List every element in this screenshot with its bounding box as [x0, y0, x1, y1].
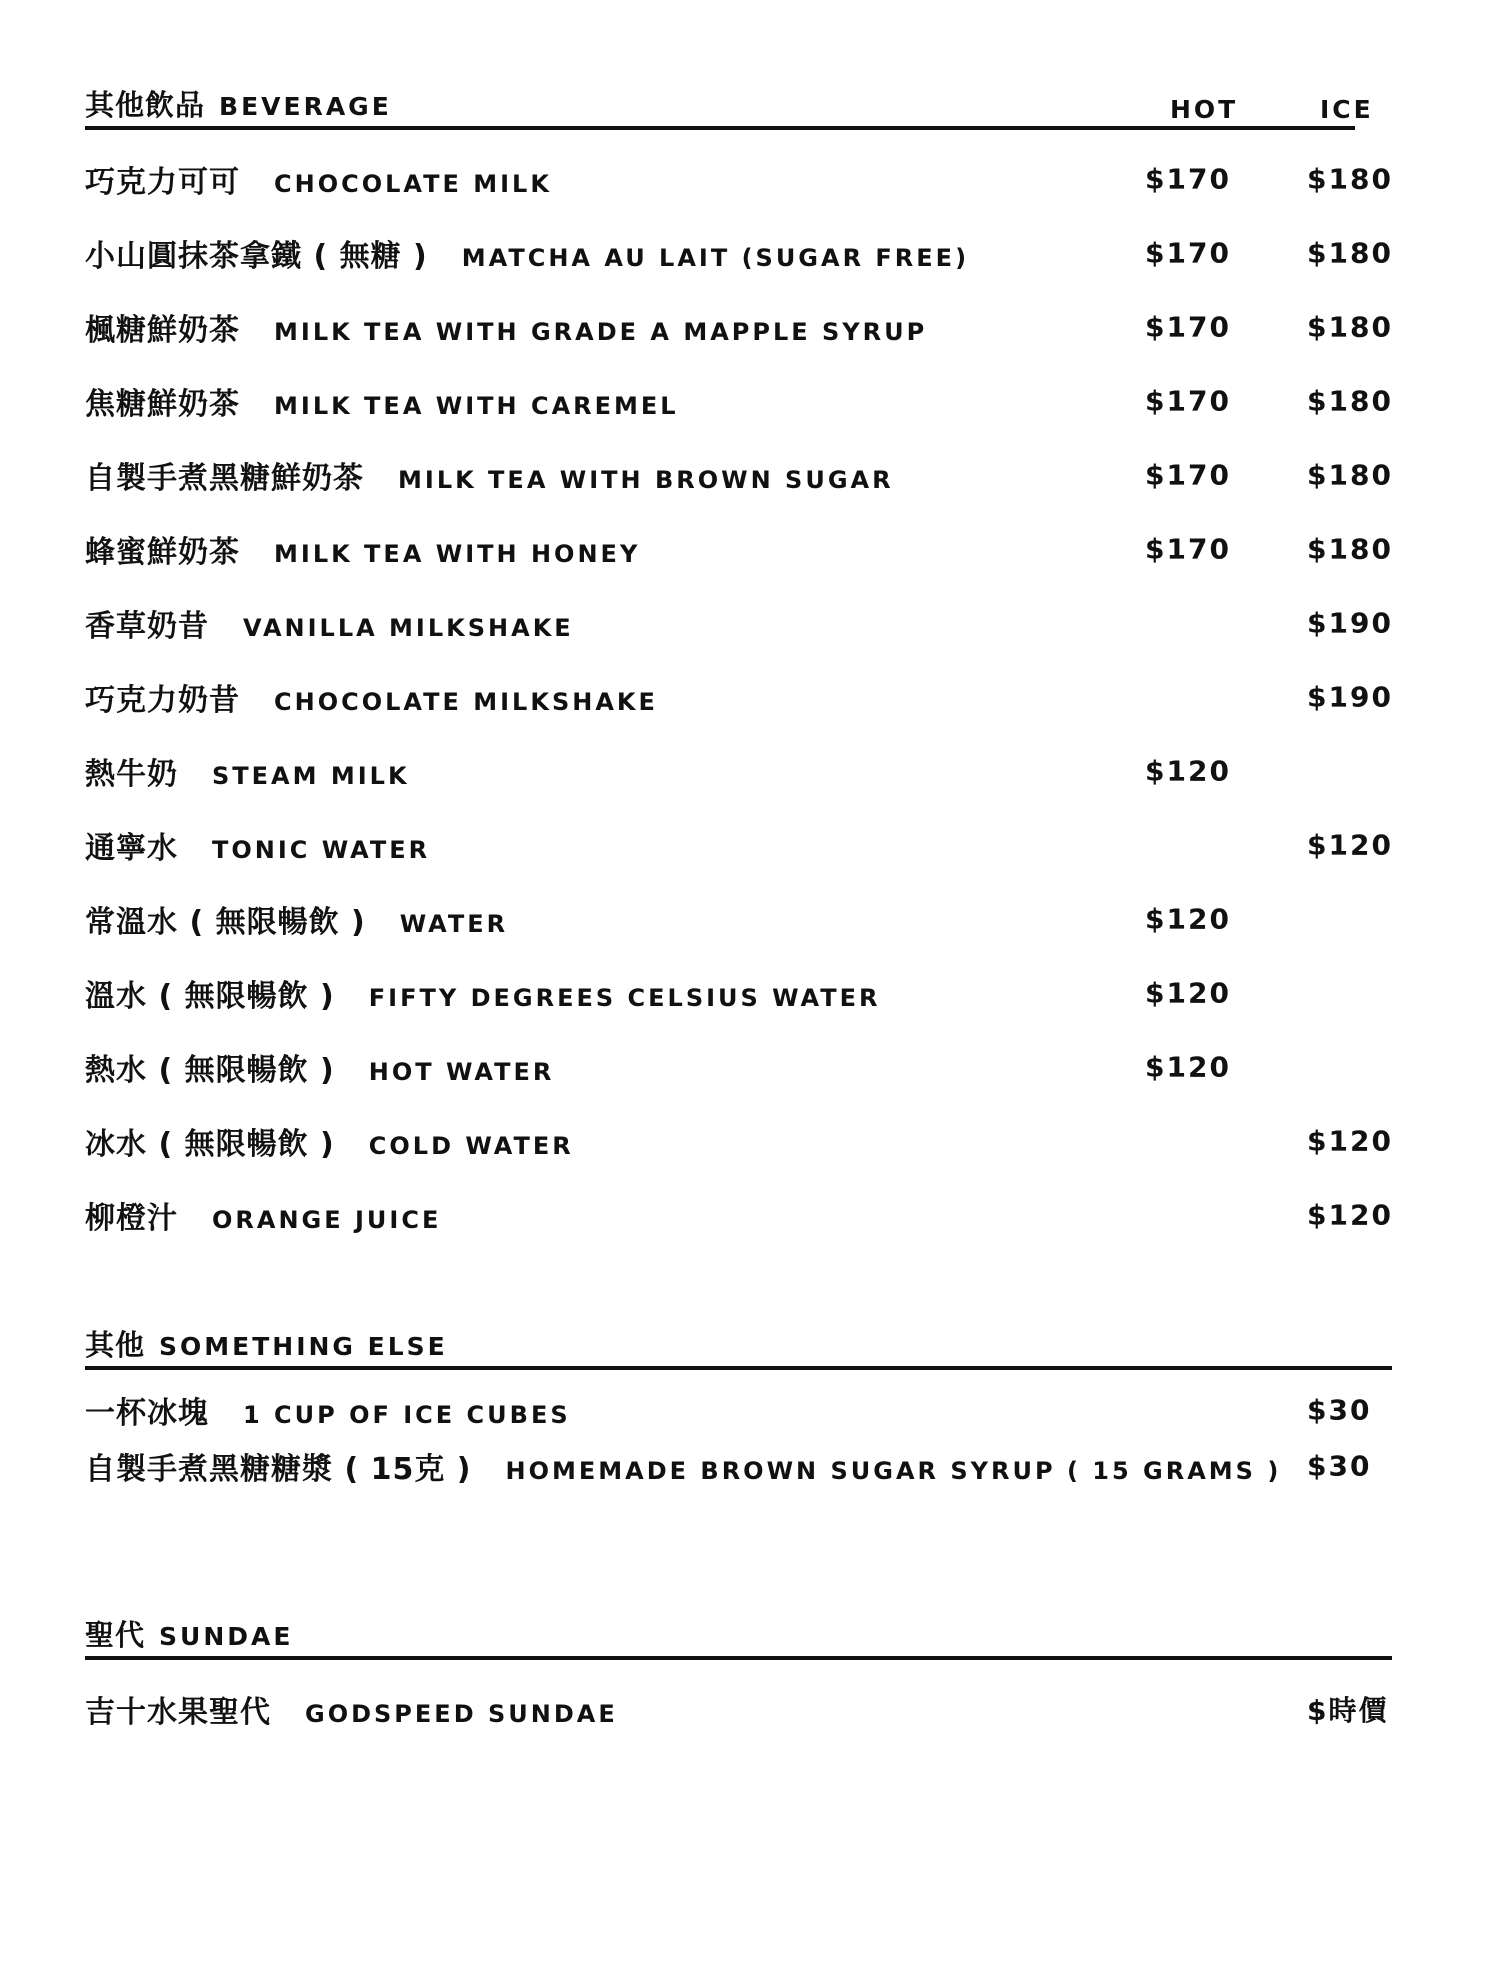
beverage-section [85, 80, 1393, 1252]
item-name-en: GODSPEED SUNDAE [305, 1700, 618, 1728]
something-else-header [85, 1320, 1392, 1370]
ice-price: $120 [1307, 1124, 1393, 1158]
item-name-zh: 自製手煮黑糖鮮奶茶 [85, 461, 364, 496]
ice-price: $180 [1307, 384, 1393, 418]
section-title-en: BEVERAGE [219, 92, 392, 121]
item-price: $30 [1307, 1393, 1372, 1427]
menu-item [85, 808, 1393, 882]
hot-price: $120 [1145, 976, 1231, 1010]
section-title [85, 1323, 448, 1364]
menu-item [85, 1030, 1355, 1104]
item-name-en: WATER [399, 910, 509, 938]
item-name-zh: 溫水 ( 無限暢飲 ) [85, 979, 335, 1014]
sundae-section [85, 1610, 1392, 1746]
section-title [85, 83, 392, 124]
item-name-en: VANILLA MILKSHAKE [243, 614, 574, 642]
item-name-en: STEAM MILK [212, 762, 410, 790]
sundae-header [85, 1610, 1392, 1660]
item-name-en: MILK TEA WITH BROWN SUGAR [398, 466, 894, 494]
item-name-en: MILK TEA WITH CAREMEL [274, 392, 679, 420]
hot-price: $120 [1145, 1050, 1231, 1084]
item-name-zh: 巧克力可可 [85, 165, 240, 200]
item-name-zh: 常溫水 ( 無限暢飲 ) [85, 905, 366, 940]
ice-price: $190 [1307, 680, 1393, 714]
section-title [85, 1613, 293, 1654]
item-name-zh: 香草奶昔 [85, 609, 209, 644]
menu-item [85, 660, 1393, 734]
item-name-zh: 焦糖鮮奶茶 [85, 387, 240, 422]
menu-item [85, 1178, 1393, 1252]
hot-price: $120 [1145, 754, 1231, 788]
hot-price: $170 [1145, 458, 1231, 492]
ice-price: $120 [1307, 1198, 1393, 1232]
item-price: $時價 [1307, 1694, 1389, 1727]
item-name-zh: 吉十水果聖代 [85, 1695, 271, 1730]
item-name-en: TONIC WATER [212, 836, 431, 864]
something-else-section [85, 1320, 1392, 1494]
menu-item [85, 1104, 1393, 1178]
hot-price: $170 [1145, 310, 1231, 344]
ice-price: $180 [1307, 532, 1393, 566]
ice-price: $180 [1307, 458, 1393, 492]
item-name-en: MATCHA AU LAIT (SUGAR FREE) [461, 244, 970, 272]
item-name-zh: 熱牛奶 [85, 757, 178, 792]
beverage-header [85, 80, 1374, 130]
hot-price: $170 [1145, 384, 1231, 418]
item-name-zh: 巧克力奶昔 [85, 683, 240, 718]
item-name-zh: 冰水 ( 無限暢飲 ) [85, 1127, 335, 1162]
menu-item [85, 364, 1393, 438]
hot-column-header: HOT [1170, 95, 1239, 124]
menu-item [85, 290, 1393, 364]
menu-item [85, 438, 1393, 512]
ice-price: $120 [1307, 828, 1393, 862]
item-name-zh: 自製手煮黑糖糖漿 ( 15克 ) [85, 1452, 472, 1487]
hot-price: $120 [1145, 902, 1231, 936]
beverage-list [85, 130, 1393, 1252]
menu-item [85, 1438, 1392, 1494]
item-name-zh: 一杯冰塊 [85, 1396, 209, 1431]
item-name-zh: 小山圓抹茶拿鐵 ( 無糖 ) [85, 239, 428, 274]
section-title-zh: 聖代 [85, 1618, 146, 1652]
section-title-en: SUNDAE [159, 1622, 294, 1651]
ice-price: $180 [1307, 310, 1393, 344]
menu-item [85, 586, 1393, 660]
item-name-en: CHOCOLATE MILK [274, 170, 552, 198]
item-name-en: HOT WATER [368, 1058, 555, 1086]
sundae-list [85, 1660, 1392, 1746]
ice-price: $180 [1307, 162, 1393, 196]
hot-price: $170 [1145, 532, 1231, 566]
menu-item [85, 734, 1355, 808]
item-name-zh: 柳橙汁 [85, 1201, 178, 1236]
ice-price: $180 [1307, 236, 1393, 270]
item-name-en: MILK TEA WITH HONEY [274, 540, 641, 568]
menu-item [85, 1672, 1392, 1746]
item-name-en: COLD WATER [368, 1132, 574, 1160]
menu-item [85, 216, 1393, 290]
item-name-en: HOMEMADE BROWN SUGAR SYRUP ( 15 GRAMS ) [505, 1457, 1282, 1485]
menu-item [85, 956, 1355, 1030]
hot-price: $170 [1145, 236, 1231, 270]
menu-item [85, 142, 1393, 216]
ice-column-header: ICE [1320, 95, 1374, 124]
section-title-zh: 其他飲品 [85, 88, 206, 122]
item-name-zh: 楓糖鮮奶茶 [85, 313, 240, 348]
menu-item [85, 512, 1393, 586]
menu-item [85, 882, 1355, 956]
item-name-en: CHOCOLATE MILKSHAKE [274, 688, 658, 716]
section-title-en: SOMETHING ELSE [159, 1332, 448, 1361]
item-name-zh: 蜂蜜鮮奶茶 [85, 535, 240, 570]
item-name-zh: 熱水 ( 無限暢飲 ) [85, 1053, 335, 1088]
ice-price: $190 [1307, 606, 1393, 640]
section-title-zh: 其他 [85, 1328, 146, 1362]
item-name-zh: 通寧水 [85, 831, 178, 866]
item-price: $30 [1307, 1449, 1372, 1483]
item-name-en: FIFTY DEGREES CELSIUS WATER [368, 984, 881, 1012]
something-else-list [85, 1370, 1392, 1494]
item-name-en: ORANGE JUICE [212, 1206, 442, 1234]
item-name-en: 1 CUP OF ICE CUBES [243, 1401, 571, 1429]
item-name-en: MILK TEA WITH GRADE A MAPPLE SYRUP [274, 318, 928, 346]
hot-price: $170 [1145, 162, 1231, 196]
menu-item [85, 1382, 1392, 1438]
